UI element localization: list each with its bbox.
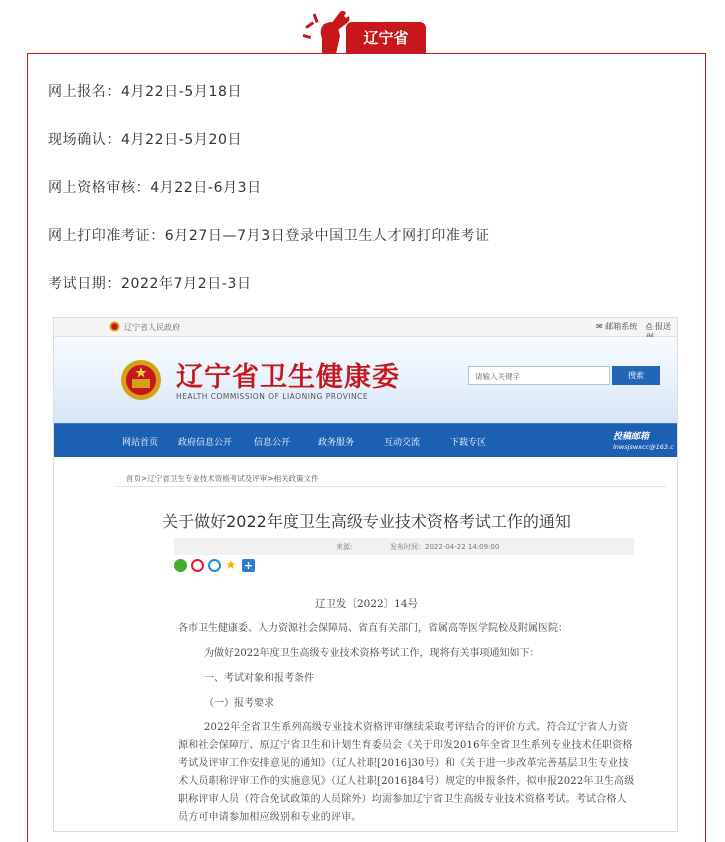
article-publish-time: 发布时间：2022-04-22 14:09:00 [390, 543, 500, 551]
schedule-qualification-review: 网上资格审核：4月22日-6月3日 [48, 180, 262, 196]
submission-mail-address: lnwsjswxcc@163.c [613, 443, 674, 451]
main-nav [54, 423, 677, 457]
nav-item-interaction[interactable]: 互动交流 [384, 438, 421, 448]
divider [116, 486, 666, 487]
site-title: 辽宁省卫生健康委 [176, 362, 400, 393]
share-more-icon[interactable]: + [243, 559, 254, 572]
national-emblem-icon [120, 359, 162, 401]
nav-item-services[interactable]: 政务服务 [318, 438, 355, 448]
search-button[interactable]: 搜索 [612, 366, 660, 385]
schedule-admission-ticket: 网上打印准考证：6月27日—7月3日登录中国卫生人才网打印准考证 [48, 228, 490, 244]
breadcrumb[interactable]: 首页>辽宁省卫生专业技术资格考试及评审>相关政策文件 [126, 474, 319, 483]
nav-item-gov-info[interactable]: 政府信息公开 [178, 438, 233, 448]
document-number: 辽卫发〔2022〕14号 [314, 598, 419, 610]
article-subsection-heading: （一）报考要求 [204, 698, 274, 709]
national-emblem-icon [109, 321, 120, 332]
schedule-onsite-confirmation: 现场确认：4月22日-5月20日 [48, 132, 243, 148]
article-title: 关于做好2022年度卫生高级专业技术资格考试工作的通知 [162, 512, 571, 531]
nav-item-info-public[interactable]: 信息公开 [254, 438, 291, 448]
nav-item-downloads[interactable]: 下载专区 [450, 438, 487, 448]
article-source: 来源: [336, 543, 353, 551]
gov-link[interactable]: 辽宁省人民政府 [124, 323, 180, 332]
schedule-exam-date: 考试日期：2022年7月2日-3日 [48, 276, 252, 292]
favorite-star-icon[interactable]: ★ [225, 558, 237, 573]
nav-item-home[interactable]: 网站首页 [122, 438, 159, 448]
weibo-share-icon[interactable] [191, 559, 204, 572]
article-meta [174, 538, 634, 555]
search-input[interactable]: 请输入关键字 [468, 366, 610, 385]
wechat-share-icon[interactable] [174, 559, 187, 572]
site-banner [54, 337, 677, 423]
report-label: 报送 [654, 322, 671, 331]
mail-system-link[interactable]: ✉ 邮箱系统 [596, 322, 638, 331]
mail-system-label: 邮箱系统 [605, 322, 638, 331]
article-intro: 为做好2022年度卫生高级专业技术资格考试工作，现将有关事项通知如下： [204, 648, 540, 659]
province-badge: 辽宁省 [346, 22, 426, 54]
share-row [174, 559, 274, 573]
report-link[interactable]: ⎙ 报送 [646, 321, 677, 343]
article-section-heading: 一、考试对象和报考条件 [204, 673, 314, 684]
submission-mail-label: 投稿邮箱 [613, 432, 650, 442]
qzone-share-icon[interactable] [208, 559, 221, 572]
article-addressee: 各市卫生健康委、人力资源社会保障局、省直有关部门，省属高等医学院校及附属医院： [178, 623, 568, 634]
submission-mail[interactable] [609, 427, 678, 455]
site-subtitle: HEALTH COMMISSION OF LIAONING PROVINCE [176, 392, 369, 401]
gov-topbar [54, 318, 677, 337]
schedule-online-registration: 网上报名：4月22日-5月18日 [48, 84, 243, 100]
section-header [0, 8, 725, 54]
article-body: 2022年全省卫生系列高级专业技术资格评审继续采取考评结合的评价方式。符合辽宁省人力资源和社会保障厅、原辽宁省卫生和计划生育委员会《关于印发2016年全省卫生系列专业技术任职资格考试及评审工作安排意见的通知》（辽人社职[2016]30号）和《关于进一步改革完善基层卫生专业技术人员职称评审工作的实施意见》（辽人社职[2016]84号）规定的申报条件，拟申报2022年卫生高级职称评审人员（符合免试政策的人员除外）均需参加辽宁省卫生高级专业技术资格考试。考试合格人员方可申请参加相应级别和专业的评审。 [178, 722, 635, 823]
website-screenshot [53, 317, 678, 832]
